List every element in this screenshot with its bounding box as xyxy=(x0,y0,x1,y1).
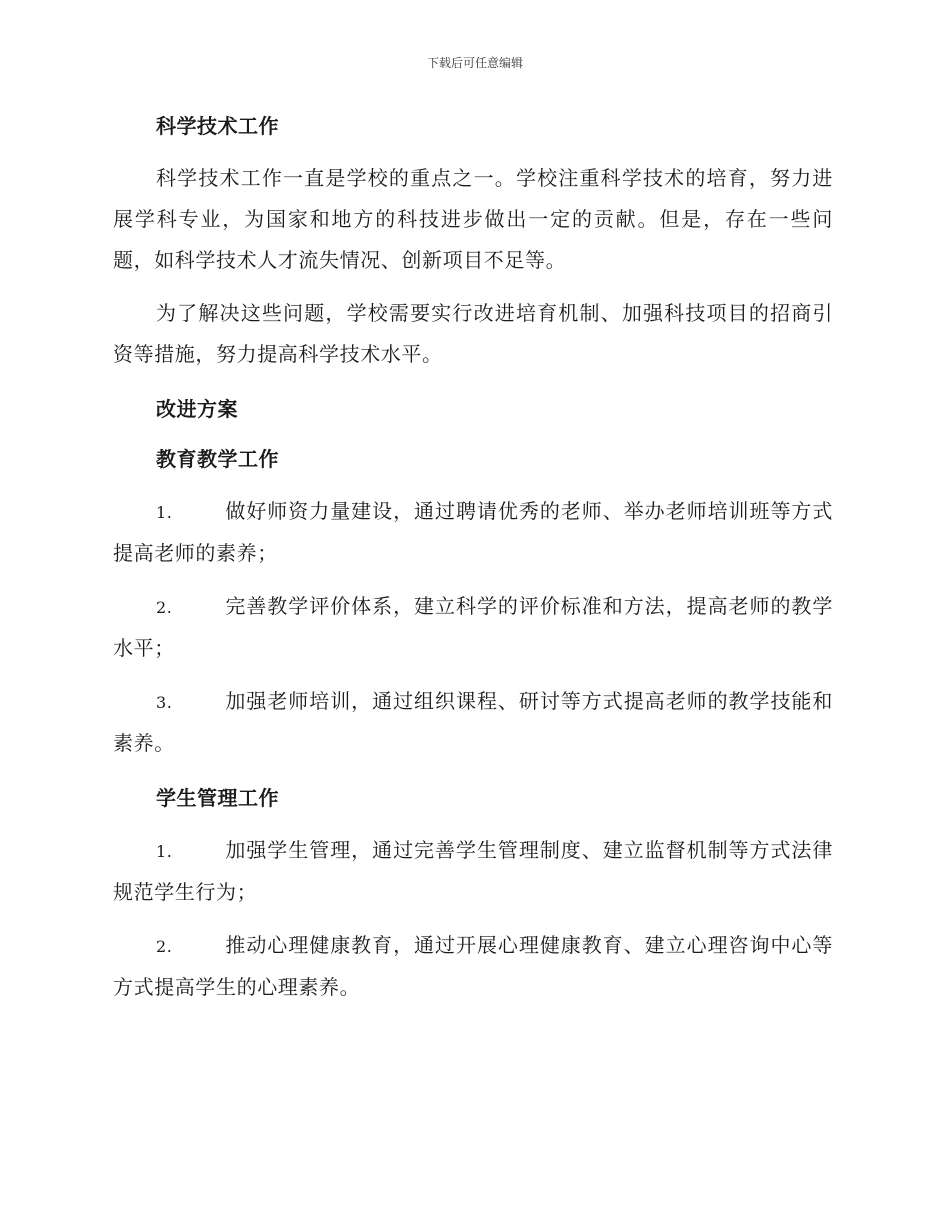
heading-student: 学生管理工作 xyxy=(156,786,279,810)
list-number: 2. xyxy=(156,937,173,956)
list-item xyxy=(113,491,833,574)
list-item-text: 做好师资力量建设，通过聘请优秀的老师、举办老师培训班等方式提高老师的素养； xyxy=(113,499,833,565)
list-item-text: 推动心理健康教育，通过开展心理健康教育、建立心理咨询中心等方式提高学生的心理素养。 xyxy=(113,933,833,999)
paragraph-science-2: 为了解决这些问题，学校需要实行改进培育机制、加强科技项目的招商引资等措施，努力提高科学技术水平。 xyxy=(113,301,833,366)
list-item-text: 加强学生管理，通过完善学生管理制度、建立监督机制等方式法律规范学生行为； xyxy=(113,838,833,904)
heading-science: 科学技术工作 xyxy=(156,114,279,138)
list-item xyxy=(113,681,833,764)
list-item-text: 加强老师培训，通过组织课程、研讨等方式提高老师的教学技能和素养。 xyxy=(113,689,833,755)
list-number: 2. xyxy=(156,598,173,617)
list-number: 1. xyxy=(156,842,173,861)
list-number: 3. xyxy=(156,693,173,712)
list-item xyxy=(113,925,833,1008)
list-number: 1. xyxy=(156,503,173,522)
list-item-text: 完善教学评价体系，建立科学的评价标准和方法，提高老师的教学水平； xyxy=(113,594,833,660)
heading-plan: 改进方案 xyxy=(156,397,238,421)
list-item xyxy=(113,830,833,913)
paragraph-science-1: 科学技术工作一直是学校的重点之一。学校注重科学技术的培育，努力进展学科专业，为国家和地方的科技进步做出一定的贡献。但是，存在一些问题，如科学技术人才流失情况、创新项目不足等。 xyxy=(113,166,833,272)
heading-teaching: 教育教学工作 xyxy=(156,447,279,471)
document-body xyxy=(113,110,833,1008)
page-header: 下载后可任意编辑 xyxy=(426,56,523,70)
list-item xyxy=(113,586,833,669)
